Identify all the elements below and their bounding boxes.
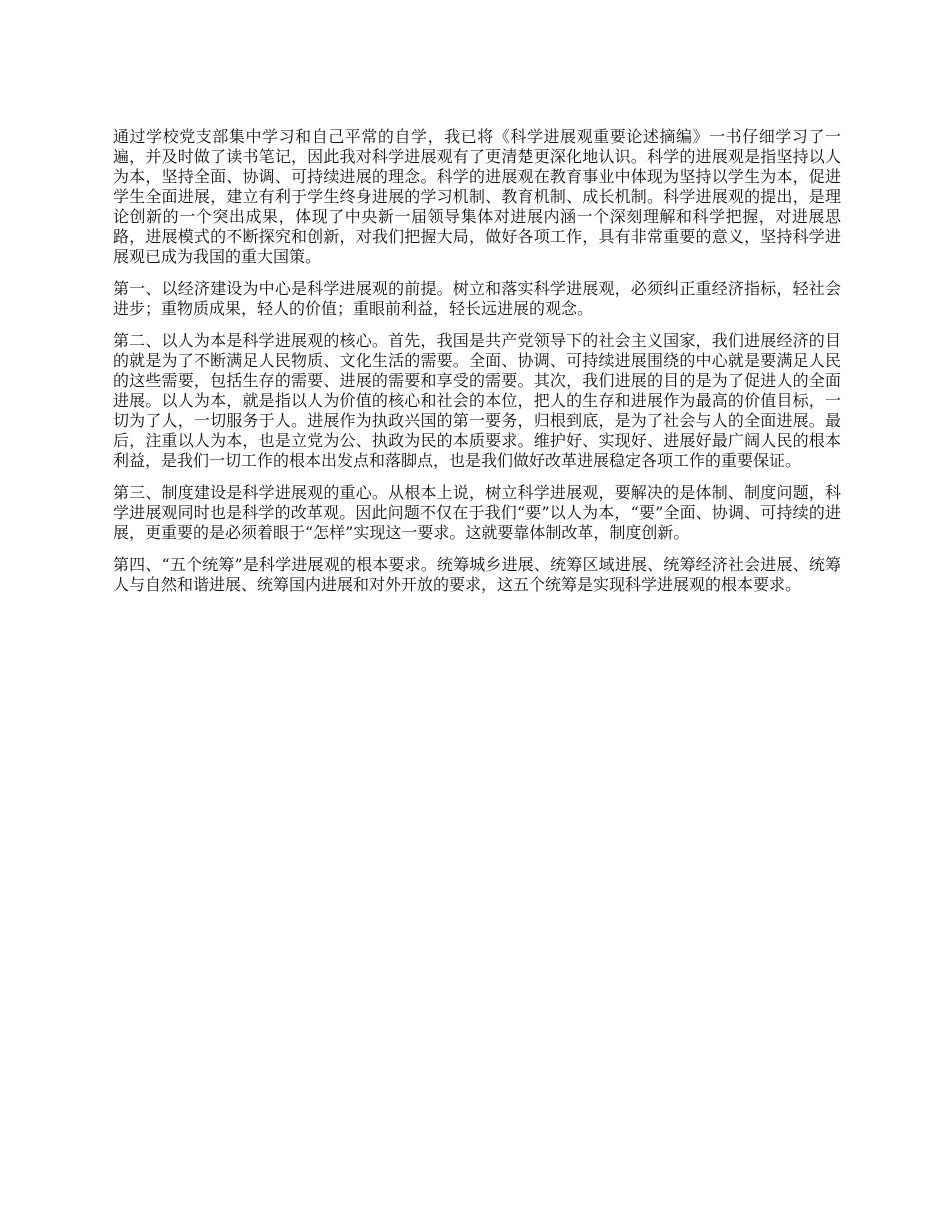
paragraph-fourth-point: 第四、“五个统筹”是科学进展观的根本要求。统筹城乡进展、统筹区域进展、统筹经济社会进展、统筹人与自然和谐进展、统筹国内进展和对外开放的要求，这五个统筹是实现科学进展观的根本要求。: [113, 555, 841, 594]
paragraph-first-point: 第一、以经济建设为中心是科学进展观的前提。树立和落实科学进展观，必须纠正重经济指标，轻社会进步；重物质成果，轻人的价值；重眼前利益，轻长远进展的观念。: [113, 279, 841, 318]
document-body: [113, 127, 841, 607]
paragraph-second-point: 第二、以人为本是科学进展观的核心。首先，我国是共产党领导下的社会主义国家，我们进展经济的目的就是为了不断满足人民物质、文化生活的需要。全面、协调、可持续进展围绕的中心就是要满足人民的这些需要，包括生存的需要、进展的需要和享受的需要。其次，我们进展的目的是为了促进人的全面进展。以人为本，就是指以人为价值的核心和社会的本位，把人的生存和进展作为最高的价值目标，一切为了人，一切服务于人。进展作为执政兴国的第一要务，归根到底，是为了社会与人的全面进展。最后，注重以人为本，也是立党为公、执政为民的本质要求。维护好、实现好、进展好最广阔人民的根本利益，是我们一切工作的根本出发点和落脚点，也是我们做好改革进展稳定各项工作的重要保证。: [113, 331, 841, 470]
paragraph-third-point: 第三、制度建设是科学进展观的重心。从根本上说，树立科学进展观，要解决的是体制、制度问题，科学进展观同时也是科学的改革观。因此问题不仅在于我们“要”以人为本，“要”全面、协调、可持续的进展，更重要的是必须着眼于“怎样”实现这一要求。这就要靠体制改革，制度创新。: [113, 483, 841, 542]
paragraph-intro: 通过学校党支部集中学习和自己平常的自学，我已将《科学进展观重要论述摘编》一书仔细学习了一遍，并及时做了读书笔记，因此我对科学进展观有了更清楚更深化地认识。科学的进展观是指坚持以人为本，坚持全面、协调、可持续进展的理念。科学的进展观在教育事业中体现为坚持以学生为本，促进学生全面进展，建立有利于学生终身进展的学习机制、教育机制、成长机制。科学进展观的提出，是理论创新的一个突出成果，体现了中央新一届领导集体对进展内涵一个深刻理解和科学把握，对进展思路，进展模式的不断探究和创新，对我们把握大局，做好各项工作，具有非常重要的意义，坚持科学进展观已成为我国的重大国策。: [113, 127, 841, 266]
